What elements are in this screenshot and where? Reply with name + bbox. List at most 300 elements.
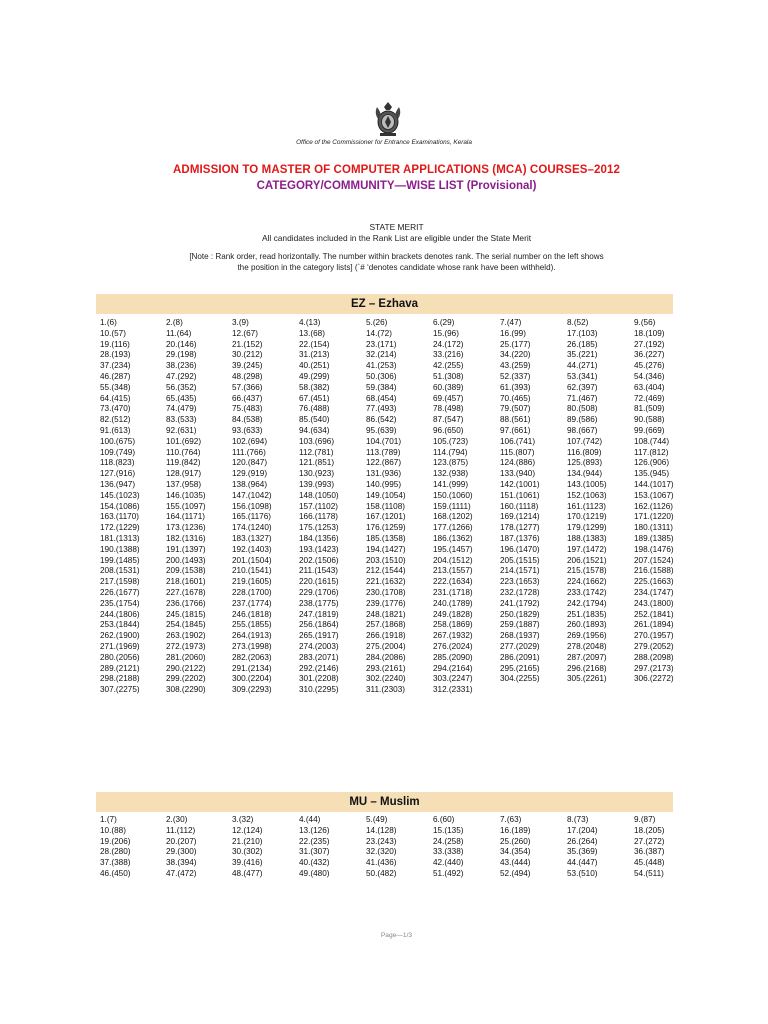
rank-cell: 51.(492) <box>433 868 464 878</box>
rank-cell: 303.(2247) <box>433 674 473 684</box>
rank-cell: 284.(2086) <box>366 652 406 662</box>
rank-cell: 292.(2146) <box>299 663 339 673</box>
rank-cell: 117.(812) <box>634 447 669 457</box>
rank-cell: 37.(388) <box>100 858 131 868</box>
rank-cell: 61.(393) <box>500 382 531 392</box>
table-row <box>100 502 700 513</box>
rank-cell: 55.(348) <box>100 382 131 392</box>
rank-cell: 307.(2275) <box>100 685 140 695</box>
rank-cell: 243.(1800) <box>634 598 674 608</box>
rank-cell: 96.(650) <box>433 425 464 435</box>
rank-cell: 20.(146) <box>166 339 197 349</box>
rank-cell: 25.(260) <box>500 836 531 846</box>
rank-cell: 48.(477) <box>232 868 263 878</box>
table-row <box>100 383 700 394</box>
rank-cell: 16.(99) <box>500 328 526 338</box>
rank-cell: 139.(993) <box>299 479 335 489</box>
rank-cell: 32.(214) <box>366 350 397 360</box>
rank-cell: 136.(947) <box>100 479 136 489</box>
rank-cell: 173.(1236) <box>166 523 206 533</box>
rank-cell: 293.(2161) <box>366 663 406 673</box>
rank-cell: 28.(280) <box>100 847 131 857</box>
rank-cell: 33.(216) <box>433 350 464 360</box>
rank-cell: 107.(742) <box>567 436 603 446</box>
rank-cell: 229.(1706) <box>299 587 339 597</box>
rank-cell: 53.(341) <box>567 371 598 381</box>
rank-cell: 222.(1634) <box>433 577 473 587</box>
rank-cell: 50.(306) <box>366 371 397 381</box>
rank-cell: 22.(235) <box>299 836 330 846</box>
rank-cell: 210.(1541) <box>232 566 272 576</box>
rank-cell: 89.(586) <box>567 415 598 425</box>
rank-cell: 167.(1201) <box>366 512 406 522</box>
rank-cell: 191.(1397) <box>166 544 206 554</box>
rank-cell: 247.(1819) <box>299 609 339 619</box>
rank-cell: 38.(394) <box>166 858 197 868</box>
rank-cell: 11.(112) <box>166 825 196 835</box>
rank-cell: 53.(510) <box>567 868 598 878</box>
rank-cell: 212.(1544) <box>366 566 406 576</box>
rank-cell: 200.(1493) <box>166 555 206 565</box>
rank-cell: 185.(1358) <box>366 533 406 543</box>
rank-cell: 29.(300) <box>166 847 197 857</box>
rank-cell: 1.(6) <box>100 318 117 327</box>
rank-cell: 140.(995) <box>366 479 402 489</box>
rank-cell: 230.(1708) <box>366 587 406 597</box>
rank-cell: 268.(1937) <box>500 631 540 641</box>
rank-cell: 97.(661) <box>500 425 531 435</box>
rank-cell: 52.(494) <box>500 868 531 878</box>
rank-cell: 184.(1356) <box>299 533 339 543</box>
rank-cell: 194.(1427) <box>366 544 406 554</box>
rank-cell: 282.(2063) <box>232 652 272 662</box>
rank-cell: 9.(56) <box>634 318 656 327</box>
rank-cell: 69.(457) <box>433 393 464 403</box>
rank-cell: 145.(1023) <box>100 490 140 500</box>
table-row <box>100 372 700 383</box>
rank-cell: 8.(73) <box>567 815 589 824</box>
table-row <box>100 577 700 588</box>
table-row <box>100 394 700 405</box>
rank-cell: 2.(8) <box>166 318 183 327</box>
table-row <box>100 685 700 696</box>
table-row <box>100 858 700 869</box>
rank-cell: 254.(1845) <box>166 620 206 630</box>
rank-cell: 215.(1578) <box>567 566 607 576</box>
table-row <box>100 340 700 351</box>
rank-cell: 288.(2098) <box>634 652 674 662</box>
rank-cell: 228.(1700) <box>232 587 272 597</box>
rank-cell: 311.(2303) <box>366 685 405 695</box>
rank-cell: 239.(1776) <box>366 598 406 608</box>
state-merit-block <box>0 222 768 244</box>
rank-cell: 181.(1313) <box>100 533 140 543</box>
rank-cell: 152.(1063) <box>567 490 607 500</box>
rank-cell: 60.(389) <box>433 382 464 392</box>
rank-cell: 84.(538) <box>232 415 263 425</box>
rank-cell: 295.(2165) <box>500 663 540 673</box>
rank-cell: 18.(205) <box>634 825 665 835</box>
table-row <box>100 458 700 469</box>
rank-cell: 30.(302) <box>232 847 263 857</box>
rank-cell: 235.(1754) <box>100 598 140 608</box>
rank-cell: 221.(1632) <box>366 577 406 587</box>
rank-cell: 198.(1476) <box>634 544 674 554</box>
table-row <box>100 847 700 858</box>
rank-cell: 276.(2024) <box>433 641 473 651</box>
table-row <box>100 815 700 826</box>
rank-cell: 18.(109) <box>634 328 665 338</box>
rank-cell: 219.(1605) <box>232 577 272 587</box>
table-row <box>100 329 700 340</box>
rank-cell: 291.(2134) <box>232 663 272 673</box>
rank-cell: 272.(1973) <box>166 641 206 651</box>
rank-cell: 154.(1086) <box>100 501 140 511</box>
rank-cell: 21.(210) <box>232 836 263 846</box>
rank-cell: 33.(338) <box>433 847 464 857</box>
rank-cell: 34.(354) <box>500 847 531 857</box>
rank-cell: 168.(1202) <box>433 512 473 522</box>
table-row <box>100 642 700 653</box>
rank-cell: 49.(480) <box>299 868 330 878</box>
table-row <box>100 556 700 567</box>
rank-cell: 127.(916) <box>100 469 136 479</box>
table-row <box>100 653 700 664</box>
rank-cell: 65.(435) <box>166 393 197 403</box>
rank-cell: 54.(346) <box>634 371 665 381</box>
rank-cell: 189.(1385) <box>634 533 674 543</box>
rank-cell: 264.(1913) <box>232 631 272 641</box>
state-merit-line: All candidates included in the Rank List are eligible under the State Merit <box>261 233 532 243</box>
table-row <box>100 837 700 848</box>
rank-cell: 202.(1506) <box>299 555 339 565</box>
rank-cell: 19.(116) <box>100 339 130 349</box>
table-row <box>100 448 700 459</box>
rank-cell: 119.(842) <box>166 458 201 468</box>
state-merit-heading: STATE MERIT <box>369 222 424 232</box>
rank-cell: 120.(847) <box>232 458 268 468</box>
rank-cell: 195.(1457) <box>433 544 473 554</box>
rank-cell: 217.(1598) <box>100 577 140 587</box>
rank-cell: 160.(1118) <box>500 501 539 511</box>
rank-cell: 45.(276) <box>634 361 665 371</box>
rank-cell: 51.(308) <box>433 371 464 381</box>
rank-cell: 47.(292) <box>166 371 197 381</box>
table-row <box>100 404 700 415</box>
rank-cell: 135.(945) <box>634 469 670 479</box>
rank-cell: 105.(723) <box>433 436 469 446</box>
rank-cell: 38.(236) <box>166 361 197 371</box>
rank-cell: 59.(384) <box>366 382 397 392</box>
rank-cell: 258.(1869) <box>433 620 473 630</box>
rank-cell: 43.(444) <box>500 858 531 868</box>
kerala-emblem-icon <box>372 101 404 137</box>
page-footer: Page—1/3 <box>380 932 413 939</box>
rank-cell: 1.(7) <box>100 815 117 824</box>
rank-cell: 171.(1220) <box>634 512 674 522</box>
note-block <box>0 251 768 273</box>
rank-cell: 83.(533) <box>166 415 197 425</box>
rank-cell: 98.(667) <box>567 425 598 435</box>
rank-cell: 52.(337) <box>500 371 531 381</box>
rank-cell: 296.(2168) <box>567 663 607 673</box>
rank-cell: 35.(369) <box>567 847 598 857</box>
rank-cell: 64.(415) <box>100 393 131 403</box>
rank-cell: 27.(272) <box>634 836 665 846</box>
rank-cell: 199.(1485) <box>100 555 140 565</box>
rank-cell: 47.(472) <box>166 868 197 878</box>
note-line-1: [Note : Rank order, read horizontally. The number within brackets denotes rank. The serial number on the left shows <box>189 252 604 261</box>
rank-cell: 93.(633) <box>232 425 263 435</box>
rank-cell: 155.(1097) <box>166 501 206 511</box>
page-subtitle: CATEGORY/COMMUNITY—WISE LIST (Provisional) <box>256 180 537 192</box>
rank-cell: 125.(893) <box>567 458 603 468</box>
rank-cell: 150.(1060) <box>433 490 473 500</box>
rank-cell: 231.(1718) <box>433 587 473 597</box>
rank-cell: 35.(221) <box>567 350 598 360</box>
rank-cell: 179.(1299) <box>567 523 607 533</box>
rank-cell: 37.(234) <box>100 361 131 371</box>
rank-cell: 101.(692) <box>166 436 202 446</box>
rank-cell: 220.(1615) <box>299 577 339 587</box>
table-row <box>100 610 700 621</box>
rank-cell: 42.(440) <box>433 858 464 868</box>
rank-cell: 113.(789) <box>366 447 401 457</box>
rank-cell: 238.(1775) <box>299 598 339 608</box>
rank-cell: 162.(1126) <box>634 501 673 511</box>
rank-cell: 11.(64) <box>166 328 192 338</box>
rank-cell: 256.(1864) <box>299 620 339 630</box>
rank-cell: 193.(1423) <box>299 544 339 554</box>
rank-cell: 10.(57) <box>100 328 126 338</box>
rank-cell: 309.(2293) <box>232 685 272 695</box>
rank-cell: 223.(1653) <box>500 577 540 587</box>
rank-cell: 16.(189) <box>500 825 531 835</box>
rank-cell: 206.(1521) <box>567 555 607 565</box>
section-heading-muslim: MU – Muslim <box>96 792 673 812</box>
rank-cell: 99.(669) <box>634 425 665 435</box>
rank-cell: 250.(1829) <box>500 609 540 619</box>
rank-cell: 124.(886) <box>500 458 536 468</box>
rank-cell: 70.(465) <box>500 393 531 403</box>
rank-cell: 17.(204) <box>567 825 598 835</box>
rank-cell: 17.(103) <box>567 328 598 338</box>
rank-cell: 110.(764) <box>166 447 201 457</box>
rank-cell: 208.(1531) <box>100 566 140 576</box>
rank-cell: 236.(1766) <box>166 598 206 608</box>
rank-cell: 85.(540) <box>299 415 330 425</box>
rank-cell: 45.(448) <box>634 858 665 868</box>
rank-cell: 302.(2240) <box>366 674 406 684</box>
rank-cell: 274.(2003) <box>299 641 339 651</box>
rank-cell: 100.(675) <box>100 436 136 446</box>
rank-cell: 39.(416) <box>232 858 263 868</box>
rank-cell: 12.(67) <box>232 328 258 338</box>
rank-cell: 186.(1362) <box>433 533 473 543</box>
rank-cell: 143.(1005) <box>567 479 607 489</box>
rank-cell: 177.(1266) <box>433 523 473 533</box>
rank-cell: 13.(126) <box>299 825 330 835</box>
rank-cell: 233.(1742) <box>567 587 607 597</box>
section-heading-ezhava: EZ – Ezhava <box>96 294 673 314</box>
rank-cell: 183.(1327) <box>232 533 272 543</box>
rank-cell: 259.(1887) <box>500 620 540 630</box>
rank-cell: 115.(807) <box>500 447 535 457</box>
rank-cell: 48.(298) <box>232 371 263 381</box>
rank-cell: 123.(875) <box>433 458 469 468</box>
table-row <box>100 469 700 480</box>
rank-cell: 279.(2052) <box>634 641 674 651</box>
rank-cell: 42.(255) <box>433 361 464 371</box>
rank-cell: 44.(271) <box>567 361 598 371</box>
rank-cell: 253.(1844) <box>100 620 140 630</box>
rank-cell: 232.(1728) <box>500 587 540 597</box>
rank-cell: 68.(454) <box>366 393 397 403</box>
rank-cell: 24.(258) <box>433 836 464 846</box>
rank-cell: 146.(1035) <box>166 490 206 500</box>
table-row <box>100 826 700 837</box>
rank-cell: 188.(1383) <box>567 533 607 543</box>
rank-cell: 214.(1571) <box>500 566 540 576</box>
rank-cell: 103.(696) <box>299 436 335 446</box>
rank-cell: 257.(1868) <box>366 620 406 630</box>
rank-cell: 19.(206) <box>100 836 131 846</box>
rank-cell: 245.(1815) <box>166 609 206 619</box>
rank-cell: 234.(1747) <box>634 587 674 597</box>
rank-cell: 197.(1472) <box>567 544 607 554</box>
page-title: ADMISSION TO MASTER OF COMPUTER APPLICATIONS (MCA) COURSES–2012 <box>173 164 620 176</box>
rank-cell: 277.(2029) <box>500 641 540 651</box>
rank-cell: 204.(1512) <box>433 555 473 565</box>
rank-cell: 180.(1311) <box>634 523 673 533</box>
table-row <box>100 545 700 556</box>
rank-cell: 39.(245) <box>232 361 263 371</box>
table-row <box>100 318 700 329</box>
rank-cell: 112.(781) <box>299 447 334 457</box>
rank-cell: 134.(944) <box>567 469 603 479</box>
rank-cell: 126.(906) <box>634 458 670 468</box>
rank-cell: 165.(1176) <box>232 512 271 522</box>
rank-cell: 133.(940) <box>500 469 536 479</box>
rank-cell: 92.(631) <box>166 425 197 435</box>
rank-cell: 163.(1170) <box>100 512 139 522</box>
rank-cell: 252.(1841) <box>634 609 674 619</box>
rank-cell: 50.(482) <box>366 868 397 878</box>
rank-cell: 158.(1108) <box>366 501 405 511</box>
table-row <box>100 491 700 502</box>
rank-cell: 271.(1969) <box>100 641 140 651</box>
table-row <box>100 869 700 880</box>
rank-cell: 23.(171) <box>366 339 397 349</box>
rank-cell: 218.(1601) <box>166 577 206 587</box>
rank-cell: 27.(192) <box>634 339 665 349</box>
rank-cell: 111.(766) <box>232 447 266 457</box>
rank-cell: 4.(44) <box>299 815 321 824</box>
rank-cell: 244.(1806) <box>100 609 140 619</box>
rank-cell: 28.(193) <box>100 350 131 360</box>
rank-cell: 153.(1067) <box>634 490 674 500</box>
rank-cell: 31.(307) <box>299 847 330 857</box>
rank-cell: 102.(694) <box>232 436 268 446</box>
rank-cell: 46.(450) <box>100 868 131 878</box>
table-row <box>100 588 700 599</box>
rank-cell: 283.(2071) <box>299 652 339 662</box>
rank-cell: 156.(1098) <box>232 501 272 511</box>
table-row <box>100 480 700 491</box>
rank-cell: 7.(47) <box>500 318 522 327</box>
rank-cell: 24.(172) <box>433 339 464 349</box>
rank-cell: 249.(1828) <box>433 609 473 619</box>
rank-cell: 265.(1917) <box>299 631 339 641</box>
rank-cell: 128.(917) <box>166 469 202 479</box>
rank-cell: 269.(1956) <box>567 631 607 641</box>
office-line: Office of the Commissioner for Entrance Examinations, Kerala <box>296 139 472 146</box>
rank-cell: 82.(512) <box>100 415 131 425</box>
rank-cell: 211.(1543) <box>299 566 338 576</box>
rank-cell: 63.(404) <box>634 382 665 392</box>
rank-cell: 169.(1214) <box>500 512 540 522</box>
rank-cell: 5.(26) <box>366 318 388 327</box>
rank-cell: 106.(741) <box>500 436 536 446</box>
rank-cell: 305.(2261) <box>567 674 607 684</box>
rank-cell: 159.(1111) <box>433 501 471 511</box>
rank-cell: 164.(1171) <box>166 512 205 522</box>
rank-cell: 138.(964) <box>232 479 268 489</box>
rank-cell: 15.(135) <box>433 825 464 835</box>
table-row <box>100 534 700 545</box>
rank-cell: 23.(243) <box>366 836 397 846</box>
rank-cell: 275.(2004) <box>366 641 406 651</box>
rank-cell: 2.(30) <box>166 815 188 824</box>
note-line-2: the position in the category lists] (`# ‘denotes candidate whose rank have been withheld). <box>237 263 556 272</box>
rank-cell: 67.(451) <box>299 393 330 403</box>
rank-cell: 22.(154) <box>299 339 330 349</box>
rank-cell: 246.(1818) <box>232 609 272 619</box>
rank-cell: 248.(1821) <box>366 609 406 619</box>
rank-cell: 14.(72) <box>366 328 392 338</box>
rank-cell: 227.(1678) <box>166 587 206 597</box>
table-row <box>100 426 700 437</box>
table-row <box>100 437 700 448</box>
rank-cell: 29.(198) <box>166 350 197 360</box>
rank-cell: 166.(1178) <box>299 512 338 522</box>
rank-cell: 116.(809) <box>567 447 602 457</box>
rank-cell: 71.(467) <box>567 393 598 403</box>
rank-cell: 10.(88) <box>100 825 126 835</box>
rank-cell: 170.(1219) <box>567 512 607 522</box>
rank-cell: 301.(2208) <box>299 674 339 684</box>
rank-cell: 3.(9) <box>232 318 249 327</box>
rank-cell: 41.(253) <box>366 361 397 371</box>
rank-cell: 149.(1054) <box>366 490 406 500</box>
rank-cell: 130.(923) <box>299 469 335 479</box>
rank-cell: 40.(251) <box>299 361 330 371</box>
rank-cell: 280.(2056) <box>100 652 140 662</box>
rank-cell: 299.(2202) <box>166 674 206 684</box>
table-row <box>100 361 700 372</box>
rank-cell: 114.(794) <box>433 447 468 457</box>
rank-cell: 201.(1504) <box>232 555 272 565</box>
rank-cell: 255.(1855) <box>232 620 272 630</box>
rank-cell: 226.(1677) <box>100 587 140 597</box>
rank-cell: 12.(124) <box>232 825 263 835</box>
rank-table-muslim <box>100 815 700 880</box>
rank-cell: 260.(1893) <box>567 620 607 630</box>
rank-cell: 267.(1932) <box>433 631 473 641</box>
rank-cell: 262.(1900) <box>100 631 140 641</box>
rank-cell: 129.(919) <box>232 469 268 479</box>
rank-cell: 261.(1894) <box>634 620 674 630</box>
